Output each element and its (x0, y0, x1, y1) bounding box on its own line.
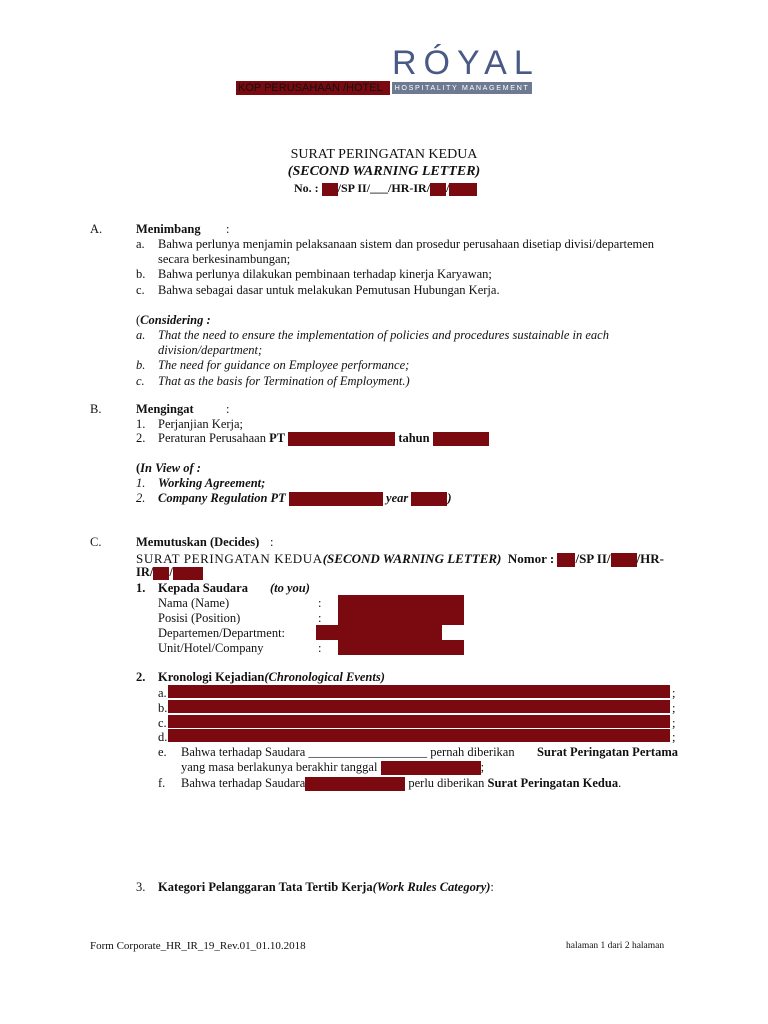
redacted-event-b (168, 700, 670, 713)
redacted-year (173, 567, 203, 580)
section-a-heading: Menimbang (136, 222, 201, 236)
chronology-heading: Kronologi Kejadian(Chronological Events) (158, 670, 385, 684)
redacted-company (288, 432, 395, 446)
redacted-event-c (168, 715, 670, 728)
field-label-name: Nama (Name) (158, 596, 230, 610)
field-label-position: Posisi (Position) (158, 611, 241, 625)
redacted-unit (338, 640, 464, 655)
redacted-year (433, 432, 489, 446)
recipient-heading: Kepada Saudara (158, 581, 248, 595)
considering-heading: (Considering : (136, 313, 211, 327)
section-b-heading: Mengingat (136, 402, 194, 416)
redacted-year (411, 492, 447, 506)
letterhead-placeholder: KOP PERUSAHAAN /HOTEL (236, 81, 390, 95)
decision-line: SURAT PERINGATAN KEDUA(SECOND WARNING LETTER) Nomor : /SP II/ /HR- (136, 551, 664, 566)
redacted-number (153, 567, 169, 580)
page-indicator: halaman 1 dari 2 halaman (566, 941, 665, 951)
redacted-company (289, 492, 383, 506)
considering-b: The need for guidance on Employee performance; (158, 358, 410, 372)
redacted-name (305, 777, 405, 791)
in-view-heading: (In View of : (136, 461, 201, 475)
reference-1: Perjanjian Kerja; (158, 417, 244, 431)
logo-tagline: HOSPITALITY MANAGEMENT (392, 82, 532, 94)
redacted-department (316, 625, 442, 640)
field-label-unit: Unit/Hotel/Company (158, 641, 264, 655)
in-view-1: Working Agreement; (158, 476, 266, 490)
reference-2: Peraturan Perusahaan PT tahun (158, 431, 489, 446)
redacted-number (557, 553, 575, 567)
section-a-letter: A. (90, 222, 103, 236)
section-c-letter: C. (90, 535, 102, 549)
royal-logo: RÓYAL (392, 44, 540, 82)
redacted-event-d (168, 729, 670, 742)
redacted-event-a (168, 685, 670, 698)
redacted-name (338, 595, 464, 610)
considering-c: That as the basis for Termination of Employment.) (158, 374, 410, 388)
consideration-b: Bahwa perlunya dilakukan pembinaan terhadap kinerja Karyawan; (158, 267, 492, 281)
event-f: Bahwa terhadap Saudara perlu diberikan Surat Peringatan Kedua. (181, 776, 622, 790)
consideration-c: Bahwa sebagai dasar untuk melakukan Pemutusan Hubungan Kerja. (158, 283, 500, 297)
redacted-date (381, 761, 481, 775)
field-label-department: Departemen/Department: (158, 626, 286, 640)
redacted-number (430, 183, 446, 196)
violation-category-heading: Kategori Pelanggaran Tata Tertib Kerja(Work Rules Category): (158, 880, 494, 894)
letter-title: SURAT PERINGATAN KEDUA (290, 147, 478, 162)
in-view-2: Company Regulation PT year ) (158, 491, 452, 505)
section-c-heading: Memutuskan (Decides) (136, 535, 260, 549)
letter-number: No. : /SP II/___/HR-IR/ / (294, 181, 477, 196)
section-b-letter: B. (90, 402, 102, 416)
redacted-position (338, 610, 464, 625)
letter-subtitle: (SECOND WARNING LETTER) (287, 164, 481, 179)
event-e: Bahwa terhadap Saudara ___________________ pernah diberikan Surat Peringatan Pertama (181, 745, 678, 759)
redacted-year (449, 183, 477, 196)
redacted-number (322, 183, 338, 196)
consideration-a: Bahwa perlunya menjamin pelaksanaan sistem dan prosedur perusahaan disetiap divisi/departemen (158, 237, 655, 251)
redacted-number (611, 553, 637, 567)
considering-a: That the need to ensure the implementation of policies and procedures sustainable in each (158, 328, 609, 342)
form-code: Form Corporate_HR_IR_19_Rev.01_01.10.2018 (90, 940, 306, 952)
